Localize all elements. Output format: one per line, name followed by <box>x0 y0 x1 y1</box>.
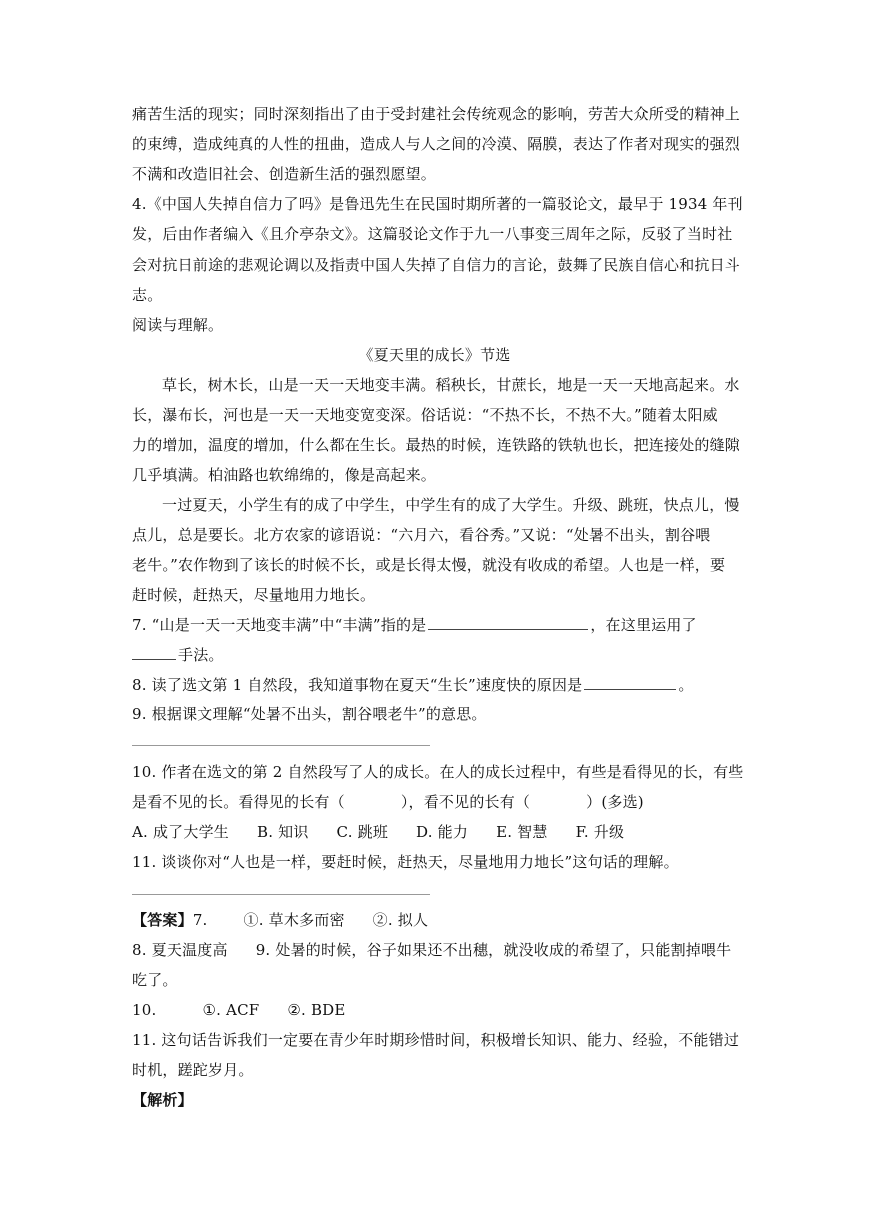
answer-8-9 <box>132 940 731 960</box>
question-9: 9. 根据课文理解“处暑不出头，割谷喂老牛”的意思。 <box>132 705 487 723</box>
answer-label: 【答案】 <box>132 911 193 929</box>
question-10: 10. 作者在选文的第 2 自然段写了人的成长。在人的成长过程中，有些是看得见的长，有些 <box>132 763 744 781</box>
question-7-cont <box>132 645 224 665</box>
answer-7-1: ①. 草木多而密 <box>243 911 345 929</box>
option-d: D. 能力 <box>416 823 469 841</box>
passage-line: 力的增加，温度的增加，什么都在生长。最热的时候，连铁路的铁轨也长，把连接处的缝隙 <box>132 436 741 454</box>
question-7-text-3: 手法。 <box>178 646 224 664</box>
passage-line: 老牛。”农作物到了该长的时候不长，或是长得太慢，就没有收成的希望。人也是一样，要 <box>132 556 726 574</box>
analysis-label: 【解析】 <box>132 1091 193 1109</box>
answer-line[interactable] <box>132 745 430 746</box>
question-7-text: 7. “山是一天一天地变丰满”中“丰满”指的是 <box>132 616 427 634</box>
text-line: 痛苦生活的现实；同时深刻指出了由于受封建社会传统观念的影响，劳苦大众所受的精神上 <box>132 105 741 123</box>
answer-10-1: ①. ACF <box>202 1001 260 1019</box>
question-10-options <box>132 822 624 842</box>
passage-line: 长，瀑布长，河也是一天一天地变宽变深。俗话说：“不热不长，不热不大。”随着太阳威 <box>132 406 718 424</box>
option-e: E. 智慧 <box>496 823 548 841</box>
text-line: 的束缚，造成纯真的人性的扭曲，造成人与人之间的冷漠、隔膜，表达了作者对现实的强烈 <box>132 135 741 153</box>
question-8-text: 8. 读了选文第 1 自然段，我知道事物在夏天“生长”速度快的原因是 <box>132 676 583 694</box>
answer-10 <box>132 1000 346 1020</box>
answer-line[interactable] <box>132 894 430 895</box>
text-line: 不满和改造旧社会、创造新生活的强烈愿望。 <box>132 165 437 183</box>
question-7-text-2: ，在这里运用了 <box>590 616 697 634</box>
text-line: 4.《中国人失掉自信力了吗》是鲁迅先生在民国时期所著的一篇驳论文，最早于 1934 年刊 <box>132 195 743 213</box>
option-f: F. 升级 <box>575 823 625 841</box>
answer-blank[interactable] <box>584 675 676 690</box>
answer-9: 9. 处暑的时候，谷子如果还不出穗，就没收成的希望了，只能割掉喂牛 <box>255 941 732 959</box>
text-line: 发，后由作者编入《且介亭杂文》。这篇驳论文作于九一八事变三周年之际，反驳了当时社 <box>132 225 733 243</box>
answer-10-2: ②. BDE <box>287 1001 346 1019</box>
question-10-text-b: ），看不见的长有（ <box>400 793 531 811</box>
answer-7-2: ②. 拟人 <box>372 911 429 929</box>
passage-line: 草长，树木长，山是一天一天地变丰满。稻秧长，甘蔗长，地是一天一天地高起来。水 <box>162 376 740 394</box>
question-10-cont <box>132 792 644 812</box>
section-heading: 阅读与理解。 <box>132 316 224 334</box>
passage-line: 点儿，总是要长。北方农家的谚语说：“六月六，看谷秀。”又说：“处暑不出头，割谷喂 <box>132 526 711 544</box>
answer-10-num: 10. <box>132 1001 157 1019</box>
answer-blank[interactable] <box>132 645 176 660</box>
answer-8: 8. 夏天温度高 <box>132 941 228 959</box>
passage-line: 赶时候，赶热天，尽量地用力地长。 <box>132 586 376 604</box>
text-line: 志。 <box>132 286 163 304</box>
question-10-text-c: ）(多选) <box>586 793 644 811</box>
option-b: B. 知识 <box>256 823 309 841</box>
text-line: 会对抗日前途的悲观论调以及指责中国人失掉了自信力的言论，鼓舞了民族自信心和抗日斗 <box>132 256 741 274</box>
question-8-text-2: 。 <box>678 676 694 694</box>
question-7 <box>132 615 697 635</box>
option-c: C. 跳班 <box>336 823 389 841</box>
question-10-text-a: 是看不见的长。看得见的长有（ <box>132 793 345 811</box>
answer-11: 11. 这句话告诉我们一定要在青少年时期珍惜时间，积极增长知识、能力、经验，不能错过 <box>132 1031 740 1049</box>
answer-7 <box>132 910 428 930</box>
passage-line: 几乎填满。柏油路也软绵绵的，像是高起来。 <box>132 466 437 484</box>
passage-line: 一过夏天，小学生有的成了中学生，中学生有的成了大学生。升级、跳班，快点儿，慢 <box>162 496 740 514</box>
question-8 <box>132 675 694 695</box>
answer-9-cont: 吃了。 <box>132 971 178 989</box>
answer-blank[interactable] <box>428 615 588 630</box>
question-11: 11. 谈谈你对“人也是一样，要赶时候，赶热天，尽量地用力地长”这句话的理解。 <box>132 853 679 871</box>
answer-7-num: 7. <box>192 911 208 929</box>
answer-11-cont: 时机，蹉跎岁月。 <box>132 1061 254 1079</box>
option-a: A. 成了大学生 <box>132 823 229 841</box>
passage-title: 《夏天里的成长》节选 <box>358 346 511 364</box>
